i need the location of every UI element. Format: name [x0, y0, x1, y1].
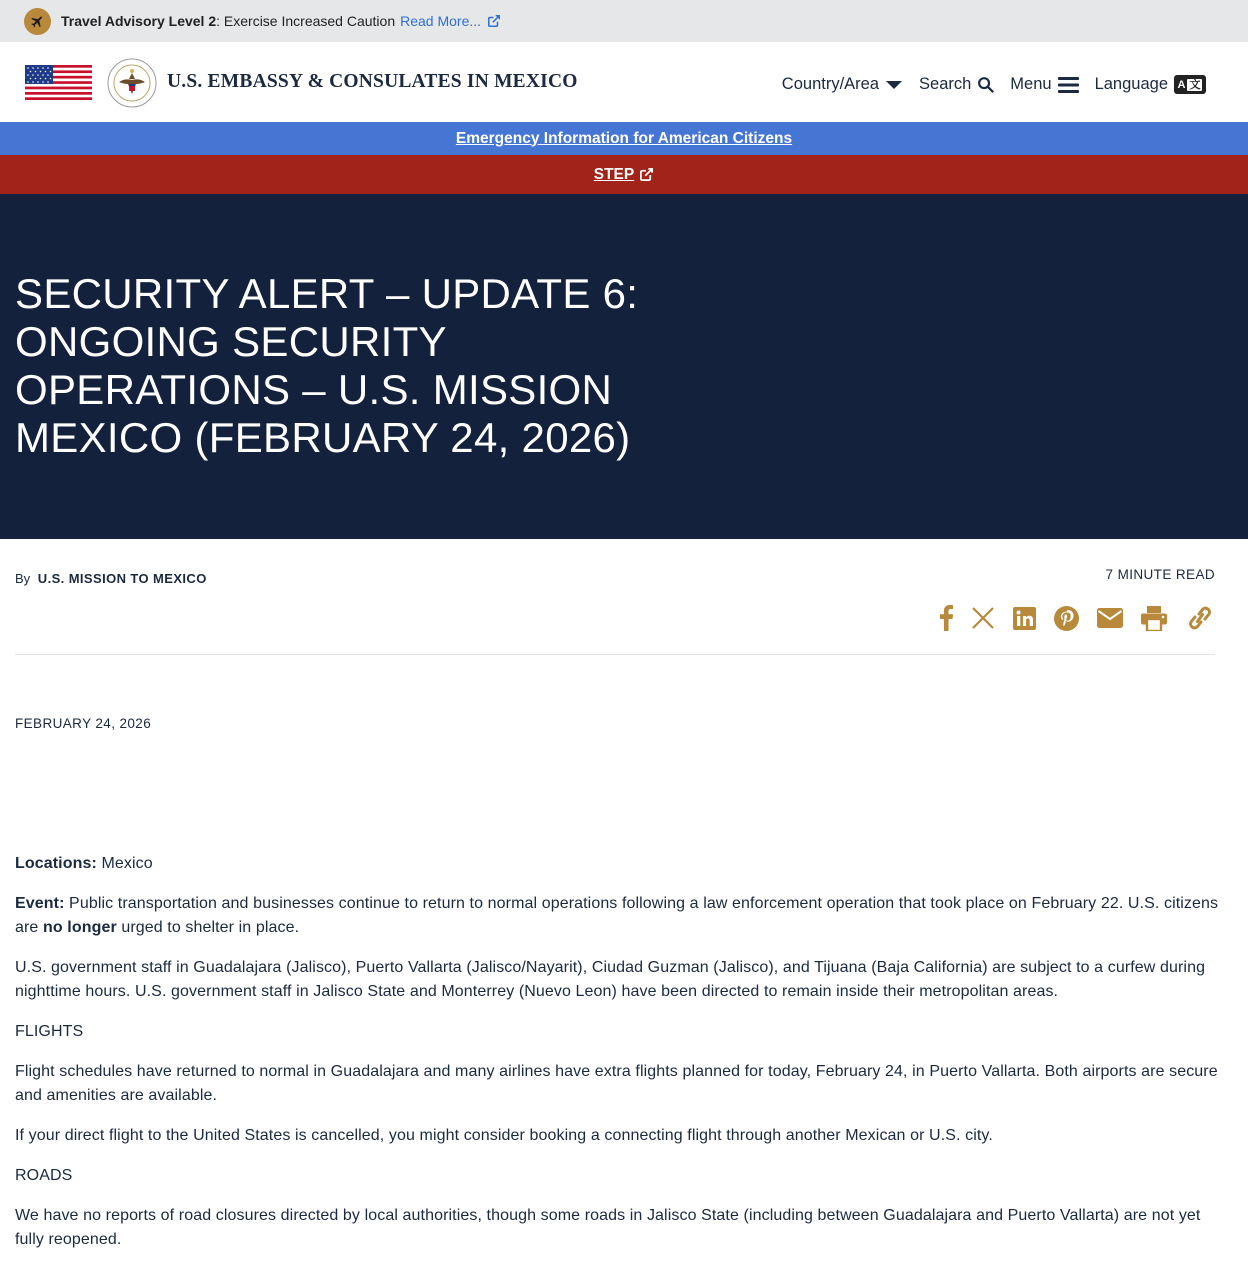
emergency-info-link[interactable]: Emergency Information for American Citizens	[455, 129, 793, 147]
search-button[interactable]	[919, 75, 994, 94]
roads-paragraph: We have no reports of road closures directed by local authorities, though some roads in Jalisco State (including between Guadalajara and Puerto Vallarta) are not yet fully reopened.	[15, 1207, 1201, 1248]
advisory-read-more-link[interactable]	[400, 13, 501, 29]
main-nav	[766, 75, 1206, 94]
roads-heading: ROADS	[15, 1167, 73, 1184]
byline-prefix: By	[15, 571, 31, 586]
event-label: Event:	[15, 895, 65, 912]
event-bold: no longer	[42, 919, 117, 936]
site-title[interactable]: U.S. EMBASSY & CONSULATES IN MEXICO	[167, 71, 578, 92]
caret-down-icon	[885, 80, 903, 90]
search-label: Search	[919, 75, 972, 93]
language-button[interactable]	[1095, 75, 1206, 94]
article-date: FEBRUARY 24, 2026	[15, 716, 152, 731]
read-more-label: Read More...	[400, 13, 482, 29]
flights-heading: FLIGHTS	[15, 1023, 84, 1040]
share-bar	[940, 605, 1215, 631]
event-paragraph	[15, 892, 1220, 940]
link-icon[interactable]	[1185, 606, 1215, 630]
article-meta	[0, 539, 1248, 655]
author-link[interactable]: U.S. MISSION TO MEXICO	[37, 571, 207, 586]
cancel-paragraph: If your direct flight to the United States is cancelled, you might consider booking a connecting flight through another Mexican or U.S. city.	[15, 1127, 993, 1144]
linkedin-icon[interactable]	[1013, 607, 1036, 630]
advisory-text: : Exercise Increased Caution	[216, 13, 396, 29]
search-icon	[977, 76, 994, 93]
event-text-2: urged to shelter in place.	[121, 919, 300, 936]
airplane-icon	[24, 8, 51, 35]
external-link-icon	[639, 167, 654, 182]
external-link-icon	[487, 14, 501, 28]
travel-advisory-bar	[0, 0, 1248, 42]
read-time: 7 MINUTE READ	[1105, 567, 1215, 582]
event-text-1: Public transportation and businesses continue to return to normal operations following a law enforcement operation that took place on February 22. U.S. citizens are	[15, 895, 1219, 936]
advisory-level: Travel Advisory Level 2	[61, 13, 217, 29]
byline	[15, 571, 207, 586]
step-link[interactable]	[594, 166, 654, 184]
department-seal-icon	[107, 58, 157, 108]
site-header	[0, 42, 1248, 122]
locations-value: Mexico	[101, 855, 153, 872]
page-title: SECURITY ALERT – UPDATE 6: ONGOING SECURITY OPERATIONS – U.S. MISSION MEXICO (FEBRUARY 24, 2026)	[15, 270, 639, 461]
hamburger-menu-icon	[1058, 77, 1079, 93]
language-icon: A 文	[1174, 75, 1206, 94]
us-flag-icon	[25, 65, 92, 100]
step-label: STEP	[593, 165, 635, 183]
facebook-icon[interactable]	[940, 605, 953, 631]
pinterest-icon[interactable]	[1054, 606, 1079, 631]
language-label: Language	[1094, 75, 1168, 93]
menu-button[interactable]	[1010, 75, 1078, 94]
email-icon[interactable]	[1097, 608, 1123, 628]
flights-paragraph: Flight schedules have returned to normal in Guadalajara and many airlines have extra flights planned for today, February 24, in Puerto Vallarta. Both airports are secure and amenities are available.	[15, 1063, 1218, 1104]
x-icon[interactable]	[971, 606, 995, 630]
print-icon[interactable]	[1141, 606, 1167, 631]
staff-paragraph: U.S. government staff in Guadalajara (Jalisco), Puerto Vallarta (Jalisco/Nayarit), Ciudad Guzman (Jalisco), and Tijuana (Baja California) are subject to a curfew during nighttime hours. U.S. government staff in Jalisco State and Monterrey (Nuevo Leon) have been directed to remain inside their metropolitan areas.	[15, 959, 1206, 1000]
emergency-banner	[0, 122, 1248, 155]
article-body	[15, 852, 1220, 1268]
locations-paragraph	[15, 852, 1220, 876]
menu-label: Menu	[1010, 75, 1052, 93]
country-area-dropdown[interactable]	[782, 75, 903, 94]
country-area-label: Country/Area	[781, 75, 880, 93]
locations-label: Locations:	[15, 855, 97, 872]
meta-divider	[15, 654, 1215, 655]
step-banner	[0, 155, 1248, 194]
hero-banner	[0, 194, 1248, 539]
